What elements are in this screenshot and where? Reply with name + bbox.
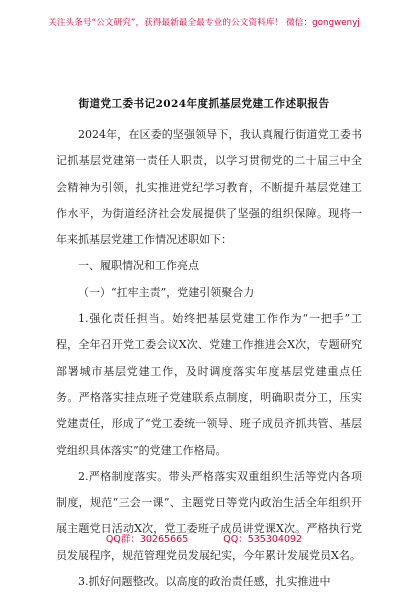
body-paragraph-3: 3.抓好问题整改。以高度的政治责任感，扎实推进中 (78, 575, 331, 589)
subsection-heading: （一）“扛牢主责”，党建引领聚合力 (78, 285, 255, 299)
body-paragraph-2: 2.严格制度落实。带头严格落实双重组织生活等党内各项制度，规范“三会一课”、主题党日等党内政治生活全年组织开展主题党日活动X次，党工委班子成员讲党课X次。严格执行党员发展程序，规范管理党员发展纪实，今年累计发展党员X名。 (56, 469, 362, 562)
body-paragraph-1: 1.强化责任担当。始终把基层党建工作作为“一把手”工程，全年召开党工委会议X次、党建工作推进会X次，专题研究部署城市基层党建工作，及时调度落实年度基层党建重点任务。严格落实挂点班子党建联系点制度，明确职责分工，压实党建责任，形成了“党工委统一领导、班子成员齐抓共管、基层党组织具体落实”的党建工作格局。 (56, 312, 362, 457)
qq-number: QQ：535304092 (223, 534, 303, 545)
document-body (56, 122, 362, 595)
document-title: 街道党工委书记2024年度抓基层党建工作述职报告 (78, 98, 330, 110)
section-heading: 一、履职情况和工作亮点 (78, 259, 199, 273)
footer-contact (0, 531, 408, 545)
qq-group-number: QQ群：30265665 (105, 534, 189, 545)
intro-paragraph: 2024年，在区委的坚强领导下，我认真履行街道党工委书记抓基层党建第一责任人职责，以学习贯彻党的二十届三中全会精神为引领，扎实推进党纪学习教育，不断提升基层党建工作水平，为街道经济社会发展提供了坚强的组织保障。现将一年来抓基层党建工作情况述职如下： (56, 128, 362, 247)
header-banner: 关注头条号“公文研究”，获得最新最全最专业的公文资料库！ 微信：gongwenyj (48, 18, 360, 28)
